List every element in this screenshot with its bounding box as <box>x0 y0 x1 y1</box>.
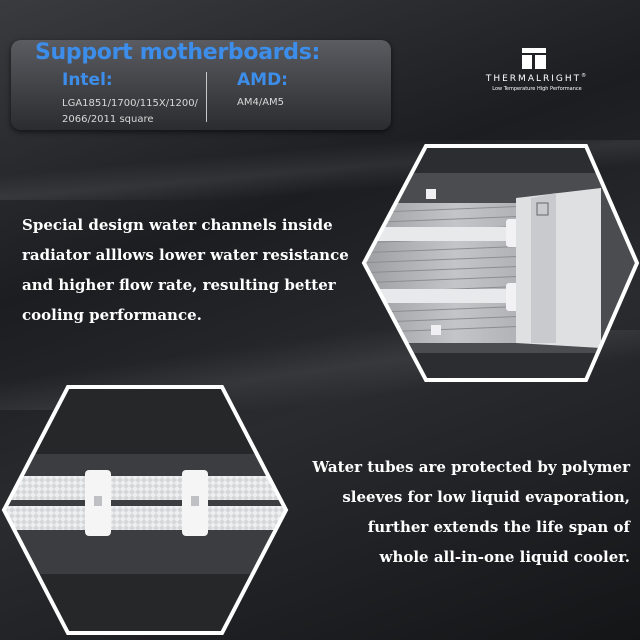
feature-text-radiator <box>22 210 352 330</box>
amd-sockets: AM4/AM5 <box>237 97 285 108</box>
sleeved-tubes-closeup-image <box>0 384 290 636</box>
brand-tagline: Low Temperature High Performance <box>492 86 582 92</box>
feature-line: radiator alllows lower water resistance <box>22 246 349 264</box>
feature-line: cooling performance. <box>22 306 202 324</box>
brand-name: THERMALRIGHT® <box>485 73 589 84</box>
intel-sockets-line-1: LGA1851/1700/115X/1200/ <box>62 98 198 109</box>
feature-line: whole all-in-one liquid cooler. <box>379 548 630 566</box>
radiator-closeup-image <box>356 143 640 383</box>
feature-line: Water tubes are protected by polymer <box>312 458 630 476</box>
intel-sockets-line-2: 2066/2011 square <box>62 114 154 125</box>
support-title: Support motherboards: <box>35 40 321 65</box>
amd-title: AMD: <box>237 70 288 90</box>
feature-text-tubes <box>280 452 630 572</box>
intel-title: Intel: <box>62 70 113 90</box>
feature-line: and higher flow rate, resulting better <box>22 276 336 294</box>
divider <box>206 72 207 122</box>
feature-line: Special design water channels inside <box>22 216 333 234</box>
feature-line: further extends the life span of <box>367 518 630 536</box>
feature-line: sleeves for low liquid evaporation, <box>342 488 630 506</box>
